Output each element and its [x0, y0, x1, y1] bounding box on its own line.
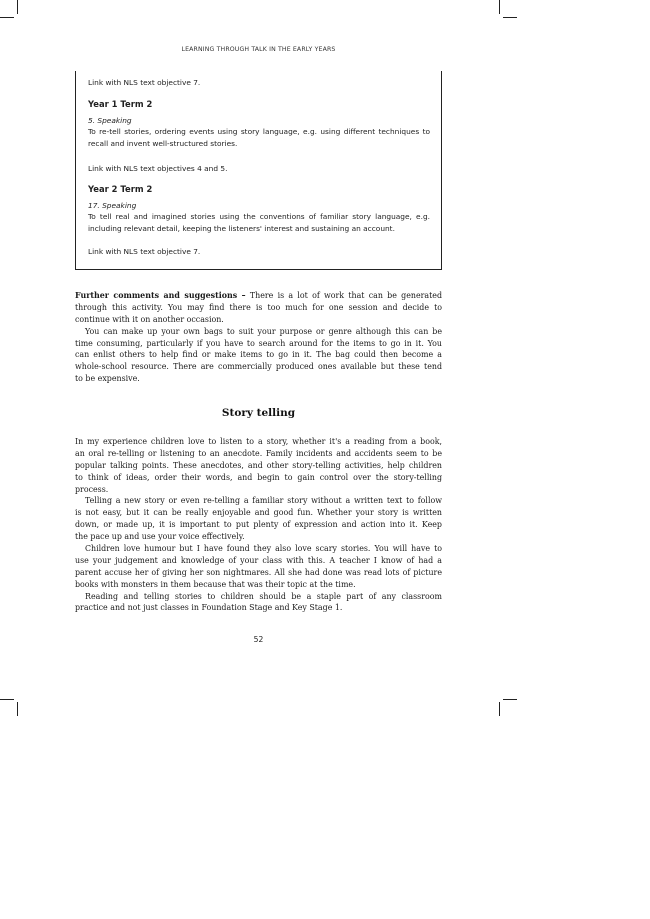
text-line: down, or made up, it is important to put plenty of expression and action into it. Keep — [75, 520, 442, 530]
year2-objective-line: To tell real and imagined stories using the conventions of familiar story language, e.g. — [88, 212, 430, 221]
text-line: an oral re-telling or listening to an anecdote. Family incidents and accidents seem to be — [75, 448, 442, 458]
text-line: parent accuse her of giving her son nightmares. All she had done was read lots of picture — [75, 567, 442, 577]
crop-mark — [0, 699, 14, 700]
text-line: to think of ideas, order their words, and begin to gain control over the story-telling — [75, 472, 442, 482]
section-heading: Story telling — [221, 407, 296, 419]
text-line: time consuming, particularly if you have to search around for the items to go in it. You — [75, 338, 442, 348]
year2-objective-line: including relevant detail, keeping the listeners' interest and sustaining an account. — [88, 224, 395, 233]
paragraph — [75, 290, 442, 385]
text-line: the pace up and use your voice effectively. — [75, 532, 245, 542]
text-line: whole-school resource. There are commercially produced ones available but these tend — [75, 362, 442, 372]
text-line: popular talking points. These anecdotes, and other story-telling activities, help children — [75, 460, 442, 470]
year2-subheading: 17. Speaking — [88, 201, 137, 210]
nls-link-text: Link with NLS text objectives 4 and 5. — [88, 164, 228, 173]
year1-objective-line: To re-tell stories, ordering events using story language, e.g. using different techniques to — [88, 127, 430, 136]
crop-mark — [17, 0, 18, 14]
page-number: 52 — [253, 635, 264, 644]
paragraph — [75, 436, 442, 614]
text-line: through this activity. You may find there is too much for one session and decide to — [75, 302, 442, 312]
lead-in-bold: Further comments and suggestions – — [75, 291, 246, 300]
year1-heading: Year 1 Term 2 — [88, 99, 153, 109]
crop-mark — [17, 702, 18, 716]
text-line: is not easy, but it can be really enjoyable and good fun. Whether your story is written — [75, 508, 442, 518]
text-line: Telling a new story or even re-telling a familiar story without a written text to follow — [85, 496, 442, 506]
year1-objective-line: recall and invent well-structured stories. — [88, 139, 238, 148]
running-head: LEARNING THROUGH TALK IN THE EARLY YEARS — [181, 46, 336, 53]
crop-mark — [0, 17, 14, 18]
text-line: process. — [75, 484, 109, 494]
text-line: can enlist others to help find or make items to go in it. The bag could then become a — [75, 350, 442, 360]
text-line: practice and not just classes in Foundation Stage and Key Stage 1. — [75, 603, 343, 613]
crop-mark — [503, 17, 517, 18]
text-line: Children love humour but I have found they also love scary stories. You will have to — [85, 544, 442, 554]
text-line: continue with it on another occasion. — [75, 314, 224, 324]
year1-subheading: 5. Speaking — [88, 116, 132, 125]
crop-mark — [499, 0, 500, 14]
nls-link-text: Link with NLS text objective 7. — [88, 247, 201, 256]
text-line: Further comments and suggestions – There is a lot of work that can be generated — [75, 291, 442, 300]
nls-link-text: Link with NLS text objective 7. — [88, 78, 201, 87]
crop-mark — [503, 699, 517, 700]
objectives-box — [75, 71, 442, 270]
text-line: use your judgement and knowledge of your class with this. A teacher I know of had a — [75, 555, 442, 565]
text-line: to be expensive. — [75, 374, 140, 384]
text-line: In my experience children love to listen to a story, whether it's a reading from a book, — [75, 437, 442, 446]
text-line: Reading and telling stories to children should be a staple part of any classroom — [85, 591, 442, 601]
crop-mark — [499, 702, 500, 716]
text-line: You can make up your own bags to suit your purpose or genre although this can be — [85, 326, 442, 336]
text-line: books with monsters in them because that was their topic at the time. — [75, 579, 356, 589]
year2-heading: Year 2 Term 2 — [88, 184, 153, 194]
